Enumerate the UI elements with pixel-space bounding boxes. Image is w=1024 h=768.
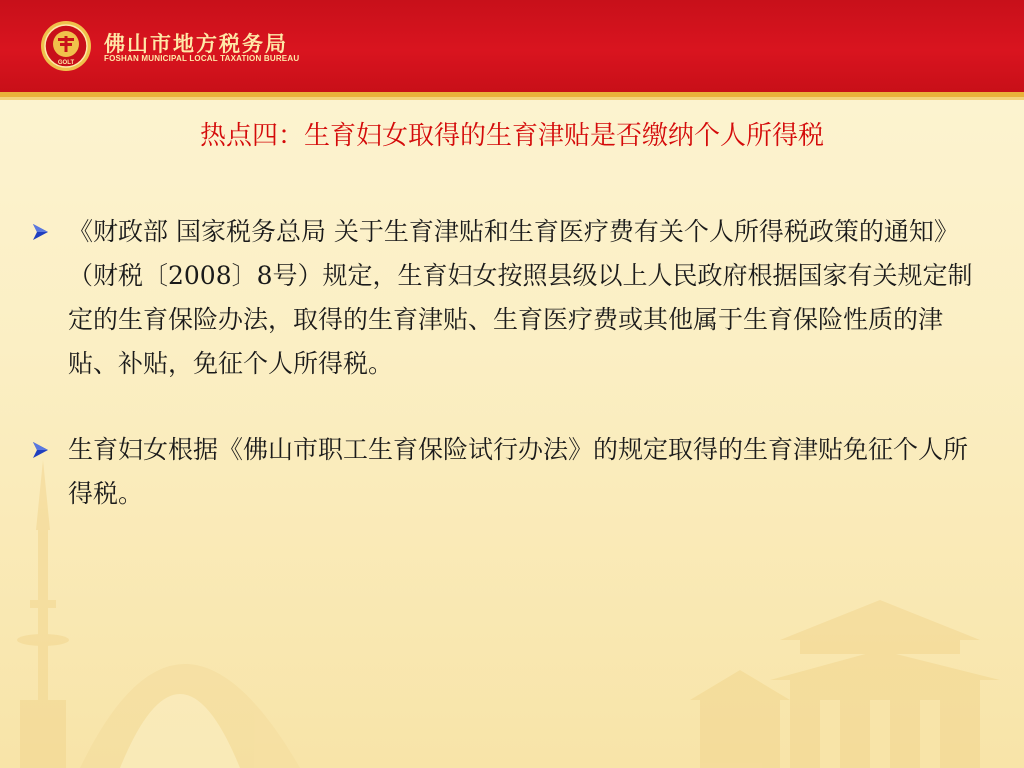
tax-bureau-emblem-icon [40,20,92,72]
arrow-right-bullet-icon [30,222,50,242]
header-light-stripe [0,97,1024,100]
bullet-text: 《财政部 国家税务总局 关于生育津贴和生育医疗费有关个人所得税政策的通知》（财税〔2008〕8号）规定，生育妇女按照县级以上人民政府根据国家有关规定制定的生育保险办法，取得的生育津贴、生育医疗费或其他属于生育保险性质的津贴、补贴，免征个人所得税。 [68,217,973,378]
arrow-right-bullet-icon [30,440,50,460]
logo-text: GOLT [57,60,75,66]
bullet-item [30,210,992,386]
slide-title: 热点四：生育妇女取得的生育津贴是否缴纳个人所得税 [199,121,824,151]
header-banner [0,0,1024,92]
org-name-en: FOSHAN MUNICIPAL LOCAL TAXATION BUREAU [104,54,300,63]
org-name-cn: 佛山市地方税务局 [104,32,288,56]
bullet-item [30,428,992,516]
bullet-text: 生育妇女根据《佛山市职工生育保险试行办法》的规定取得的生育津贴免征个人所得税。 [68,435,969,508]
bullet-list [30,210,992,516]
